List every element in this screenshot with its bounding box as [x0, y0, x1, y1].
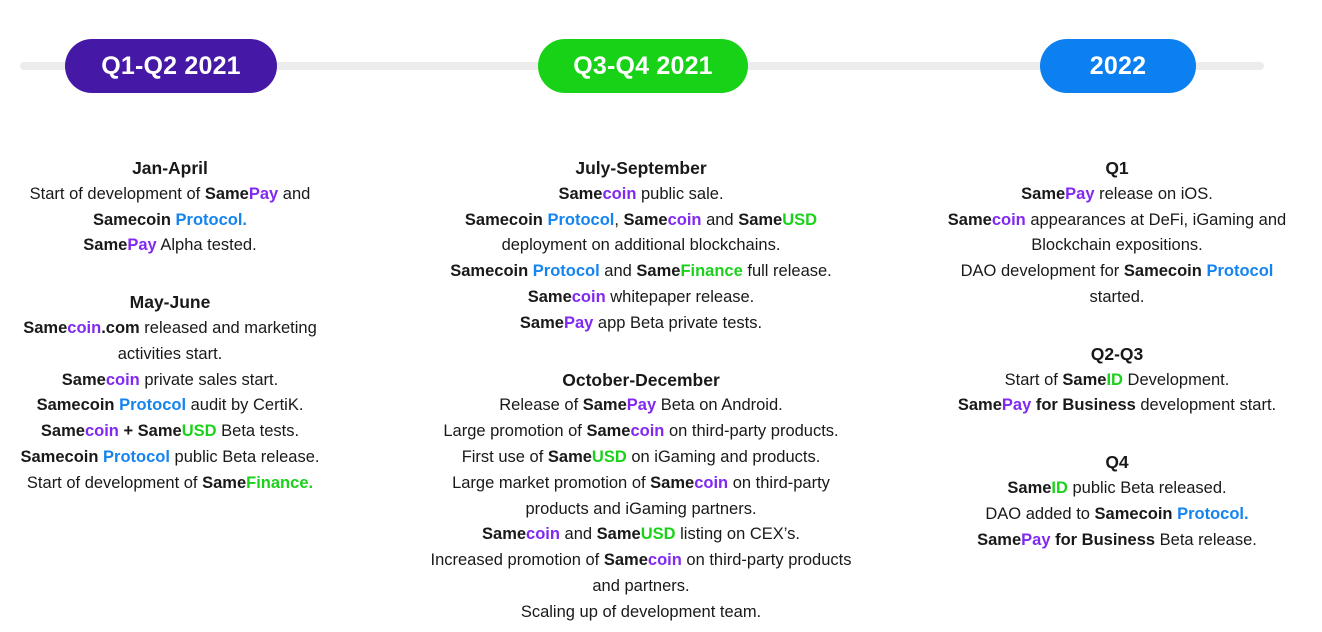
timeline-column-2022 — [936, 156, 1298, 553]
roadmap-entry: Samecoin + SameUSD Beta tests. — [40, 422, 300, 441]
roadmap-entry: First use of SameUSD on iGaming and products. — [461, 447, 821, 466]
roadmap-entry: Scaling up of development team. — [520, 602, 762, 621]
timeline-column-q1-q2-2021 — [8, 156, 332, 497]
roadmap-entry: SamePay for Business development start. — [957, 396, 1277, 415]
roadmap-section — [8, 290, 332, 496]
roadmap-entry: SamePay release on iOS. — [1021, 184, 1213, 203]
timeline-badge-2022 — [1040, 39, 1196, 93]
roadmap-entry: DAO development for Samecoin Protocol started. — [960, 262, 1274, 306]
roadmap-section — [936, 450, 1298, 553]
section-heading: May-June — [129, 292, 211, 313]
roadmap-entry: Samecoin public sale. — [558, 184, 724, 203]
roadmap-entry: Samecoin whitepaper release. — [527, 287, 755, 306]
section-heading: October-December — [562, 369, 720, 390]
roadmap-entry: Samecoin appearances at DeFi, iGaming and Blockchain expositions. — [947, 210, 1287, 255]
roadmap-entry: Samecoin Protocol public Beta release. — [20, 447, 320, 466]
roadmap-entry: SamePay for Business Beta release. — [977, 530, 1257, 549]
roadmap-section — [8, 156, 332, 259]
roadmap-entry: Start of development of SameFinance. — [26, 473, 314, 492]
roadmap-entry: Samecoin Protocol, Samecoin and SameUSD deployment on additional blockchains. — [464, 210, 818, 255]
roadmap-entry: Large market promotion of Samecoin on third-party products and iGaming partners. — [452, 473, 830, 518]
roadmap-entry: Large promotion of Samecoin on third-party products. — [443, 422, 839, 441]
timeline-badge-label: 2022 — [1089, 51, 1147, 80]
section-heading: Jan-April — [132, 158, 208, 178]
roadmap-entry: SamePay Alpha tested. — [83, 236, 257, 255]
roadmap-entry: Samecoin Protocol and SameFinance full release. — [450, 262, 832, 281]
timeline-column-q3-q4-2021 — [430, 156, 852, 626]
roadmap-entry: Start of development of SamePay and Samecoin Protocol. — [29, 184, 311, 229]
section-heading: Q2-Q3 — [1090, 343, 1144, 364]
timeline-badge-q1-q2-2021 — [65, 39, 277, 93]
roadmap-section — [936, 156, 1298, 311]
section-heading: Q1 — [1105, 158, 1129, 178]
roadmap-entry: Increased promotion of Samecoin on third-party products and partners. — [430, 551, 852, 595]
roadmap-section — [430, 368, 852, 626]
timeline-badge-label: Q3-Q4 2021 — [573, 51, 713, 80]
timeline-badge-q3-q4-2021 — [538, 39, 748, 93]
section-heading: Q4 — [1105, 452, 1129, 473]
roadmap-entry: Start of SameID Development. — [1004, 370, 1230, 389]
timeline-badge-label: Q1-Q2 2021 — [101, 51, 241, 80]
roadmap-entry: DAO added to Samecoin Protocol. — [985, 504, 1249, 523]
roadmap-entry: Samecoin.com released and marketing activities start. — [23, 318, 317, 363]
roadmap-entry: SameID public Beta released. — [1007, 478, 1227, 497]
roadmap-entry: Samecoin and SameUSD listing on CEX’s. — [482, 525, 800, 544]
roadmap-entry: SamePay app Beta private tests. — [519, 313, 763, 332]
roadmap-entry: Samecoin Protocol audit by CertiK. — [36, 396, 304, 415]
roadmap-section — [936, 342, 1298, 419]
section-heading: July-September — [575, 158, 707, 178]
roadmap-entry: Samecoin private sales start. — [61, 370, 279, 389]
roadmap-section — [430, 156, 852, 337]
roadmap-entry: Release of SamePay Beta on Android. — [499, 396, 783, 415]
